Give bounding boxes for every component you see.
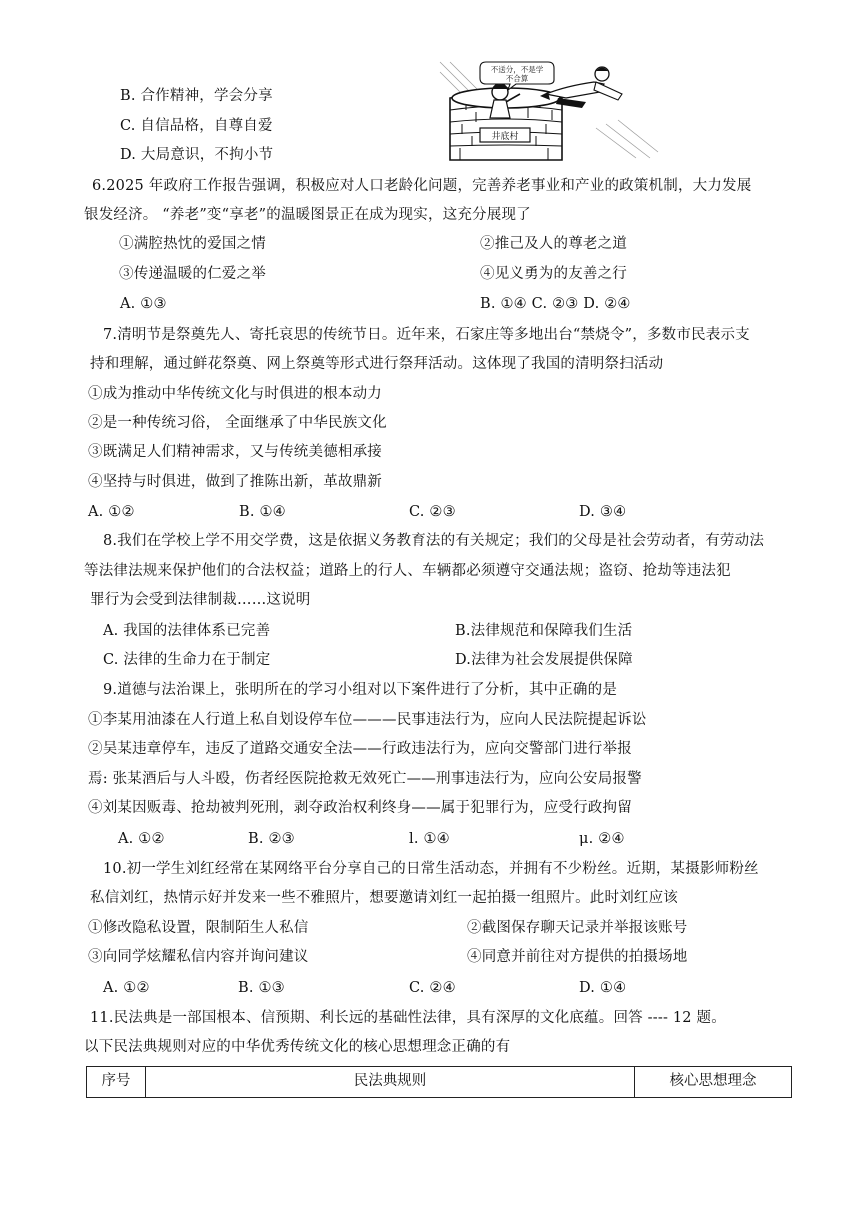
q8-option-d: D.法律为社会发展提供保障 [455,652,633,668]
q9-item-3: 焉: 张某酒后与人斗殴，伤者经医院抢救无效死亡——刑事违法行为，应向公安局报警 [88,771,642,787]
q7-item-4: ④坚持与时俱进，做到了推陈出新，革故鼎新 [88,474,382,490]
q7-item-1: ①成为推动中华传统文化与时俱进的根本动力 [88,386,382,402]
q6-item-1: ①满腔热忱的爱国之情 [119,236,266,252]
q7-item-2: ②是一种传统习俗， 全面继承了中华民族文化 [88,415,387,431]
q8-stem-line-2: 等法律法规来保护他们的合法权益；道路上的行人、车辆都必须遵守交通法规；盗窃、抢劫等违法犯 [84,563,731,579]
q6-item-4: ④见义勇为的友善之行 [480,266,627,282]
q7-option-b: B. ①④ [239,504,286,520]
q10-option-a: A. ①② [103,980,150,996]
header-rule: 民法典规则 [146,1067,635,1098]
q10-option-c: C. ②④ [409,980,456,996]
q8-stem-line-1: 8.我们在学校上学不用交学费，这是依据义务教育法的有关规定；我们的父母是社会劳动者，有劳动法 [103,533,765,549]
q9-stem: 9.道德与法治课上，张明所在的学习小组对以下案件进行了分析，其中正确的是 [103,682,618,698]
header-concept: 核心思想理念 [635,1067,792,1098]
q9-item-1: ①李某用油漆在人行道上私自划设停车位———民事违法行为，应向人民法院提起诉讼 [88,712,647,728]
frog-in-well-cartoon [436,58,662,162]
q10-option-b: B. ①③ [238,980,285,996]
q8-option-c: C. 法律的生命力在于制定 [103,652,271,668]
q11-stem: 以下民法典规则对应的中华优秀传统文化的核心思想理念正确的有 [84,1039,511,1055]
q10-item-3: ③向同学炫耀私信内容并询问建议 [88,949,309,965]
q10-stem-line-2: 私信刘红，热情示好并发来一些不雅照片，想要邀请刘红一起拍摄一组照片。此时刘红应该 [90,890,678,906]
q9-item-2: ②吴某违章停车，违反了道路交通安全法——行政违法行为，应向交警部门进行举报 [88,741,632,757]
speech-line-1: 不送分，不是学 [490,65,544,74]
q10-item-4: ④同意并前往对方提供的拍摄场地 [467,949,688,965]
table-header-row [87,1067,792,1098]
q6-stem-line-2: 银发经济。 “养老”变“享老”的温暖图景正在成为现实，这充分展现了 [84,207,531,223]
q6-options-bcd: B. ①④ C. ②③ D. ②④ [480,296,631,312]
q8-option-a: A. 我国的法律体系已完善 [103,623,271,639]
q6-item-2: ②推己及人的尊老之道 [480,236,627,252]
q10-stem-line-1: 10.初一学生刘红经常在某网络平台分享自己的日常生活动态，并拥有不少粉丝。近期，某摄影师粉丝 [103,861,759,877]
q5-option-b: B. 合作精神，学会分享 [120,88,273,104]
q9-item-4: ④刘某因贩毒、抢劫被判死刑，剥夺政治权利终身——属于犯罪行为，应受行政拘留 [88,800,632,816]
q5-option-c: C. 自信品格，自尊自爱 [120,118,273,134]
q6-option-a: A. ①③ [120,296,167,312]
q7-item-3: ③既满足人们精神需求，又与传统美德相承接 [88,444,382,460]
q11-intro: 11.民法典是一部国根本、信预期、利长远的基础性法律，具有深厚的文化底蕴。回答 ---- 12 题。 [90,1010,726,1026]
q10-option-d: D. ①④ [579,980,627,996]
well-label: 井底村 [491,132,519,142]
q10-item-2: ②截图保存聊天记录并举报该账号 [467,920,688,936]
q9-option-a: A. ①② [118,831,165,847]
header-index: 序号 [87,1067,146,1098]
q6-stem-line-1: 6.2025 年政府工作报告强调，积极应对人口老龄化问题，完善养老事业和产业的政策机制，大力发展 [92,178,752,194]
speech-line-2: 不合算 [505,74,529,83]
q7-option-a: A. ①② [88,504,135,520]
q7-stem-line-1: 7.清明节是祭奠先人、寄托哀思的传统节日。近年来，石家庄等多地出台“禁烧令”，多数市民表示支 [103,327,750,343]
q5-option-d: D. 大局意识，不拘小节 [120,147,274,163]
q9-option-b: B. ②③ [248,831,295,847]
q10-item-1: ①修改隐私设置，限制陌生人私信 [88,920,309,936]
civil-code-table [86,1066,792,1098]
q7-option-d: D. ③④ [579,504,627,520]
q7-option-c: C. ②③ [409,504,456,520]
q6-item-3: ③传递温暖的仁爱之举 [119,266,266,282]
q9-option-c: l. ①④ [409,831,450,847]
q7-stem-line-2: 持和理解，通过鲜花祭奠、网上祭奠等形式进行祭拜活动。这体现了我国的清明祭扫活动 [90,356,664,372]
q8-option-b: B.法律规范和保障我们生活 [455,623,633,639]
q8-stem-line-3: 罪行为会受到法律制裁……这说明 [90,592,311,608]
q9-option-d: μ. ②④ [579,831,625,847]
